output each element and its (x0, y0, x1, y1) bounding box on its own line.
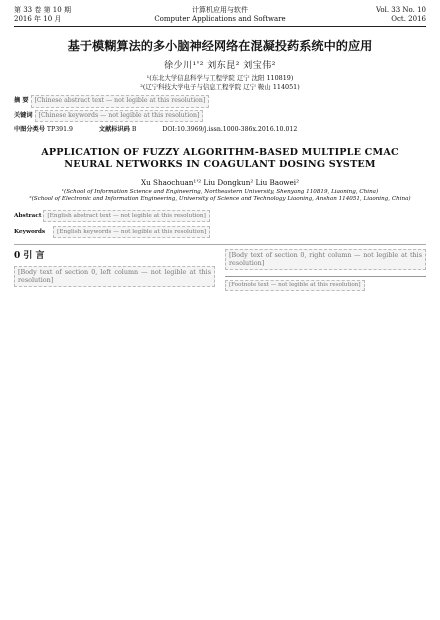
section-divider (14, 244, 426, 245)
body-left-column (14, 249, 215, 292)
doi-value: DOI:10.3969/j.issn.1000-386x.2016.10.012 (162, 126, 298, 133)
keywords-cn (14, 110, 426, 123)
keywords-cn-label: 关键词 (14, 111, 33, 119)
document-code-field (99, 126, 136, 135)
authors-cn: 徐少川¹'² 刘东昆² 刘宝伟² (164, 61, 276, 71)
affiliation-cn-2: ²(辽宁科技大学电子与信息工程学院 辽宁 鞍山 114051) (140, 82, 300, 91)
affiliation-en-1: ¹(School of Information Science and Engineering, Northeastern University, Shenyang 110819, Liaoning, China) (61, 188, 379, 195)
abstract-en-label: Abstract (14, 212, 42, 219)
introduction-right-text: [Body text of section 0, right column — not legible at this resolution] (225, 249, 426, 270)
abstract-cn (14, 95, 426, 108)
classification-row (14, 126, 426, 135)
abstract-cn-label: 摘 要 (14, 97, 29, 104)
affiliations-en (14, 189, 426, 204)
affiliation-cn-1: ¹(东北大学信息科学与工程学院 辽宁 沈阳 110819) (146, 74, 294, 82)
authors-en: Xu Shaochuan¹'² Liu Dongkun² Liu Baowei² (141, 177, 299, 187)
header-volume-cn: 第 33 卷 第 10 期 2016 年 10 月 (14, 6, 71, 23)
footnote-text: [Footnote text — not legible at this resolution] (225, 280, 365, 292)
abstract-en (14, 210, 426, 222)
keywords-cn-text: [Chinese keywords — not legible at this resolution] (35, 110, 204, 123)
clc-value: TP391.9 (46, 126, 73, 133)
section-heading-introduction: 0 引 言 (14, 250, 45, 261)
document-code-label: 文献标识码 (98, 126, 130, 133)
abstract-cn-text: [Chinese abstract text — not legible at this resolution] (31, 95, 210, 108)
affiliation-en-2: ²(School of Electronic and Information Engineering, University of Science and Technology Liaoning, Anshan 114051, Liaoning, China) (29, 196, 411, 202)
title-cn: 基于模糊算法的多小脑神经网络在混凝投药系统中的应用 (67, 39, 373, 53)
keywords-en (14, 226, 426, 238)
keywords-en-text: [English keywords — not legible at this resolution] (53, 226, 210, 238)
body-right-column (225, 249, 426, 292)
footnote (225, 276, 426, 292)
document-code-value: B (131, 126, 137, 133)
body-columns (14, 249, 426, 292)
abstract-en-text: [English abstract text — not legible at this resolution] (43, 210, 210, 222)
header-journal-name: 计算机应用与软件 Computer Applications and Software (154, 6, 286, 23)
keywords-en-label: Keywords (14, 228, 46, 235)
title-en: APPLICATION OF FUZZY ALGORITHM-BASED MULTIPLE CMAC NEURAL NETWORKS IN COAGULANT DOSING SYSTEM (41, 146, 399, 170)
journal-header (14, 6, 426, 27)
header-volume-en: Vol. 33 No. 10 Oct. 2016 (375, 6, 426, 23)
doi-field (162, 126, 297, 135)
clc-field (14, 126, 73, 135)
clc-label: 中图分类号 (14, 126, 45, 133)
introduction-left-text: [Body text of section 0, left column — not legible at this resolution] (14, 266, 215, 287)
affiliations-cn (14, 74, 426, 91)
